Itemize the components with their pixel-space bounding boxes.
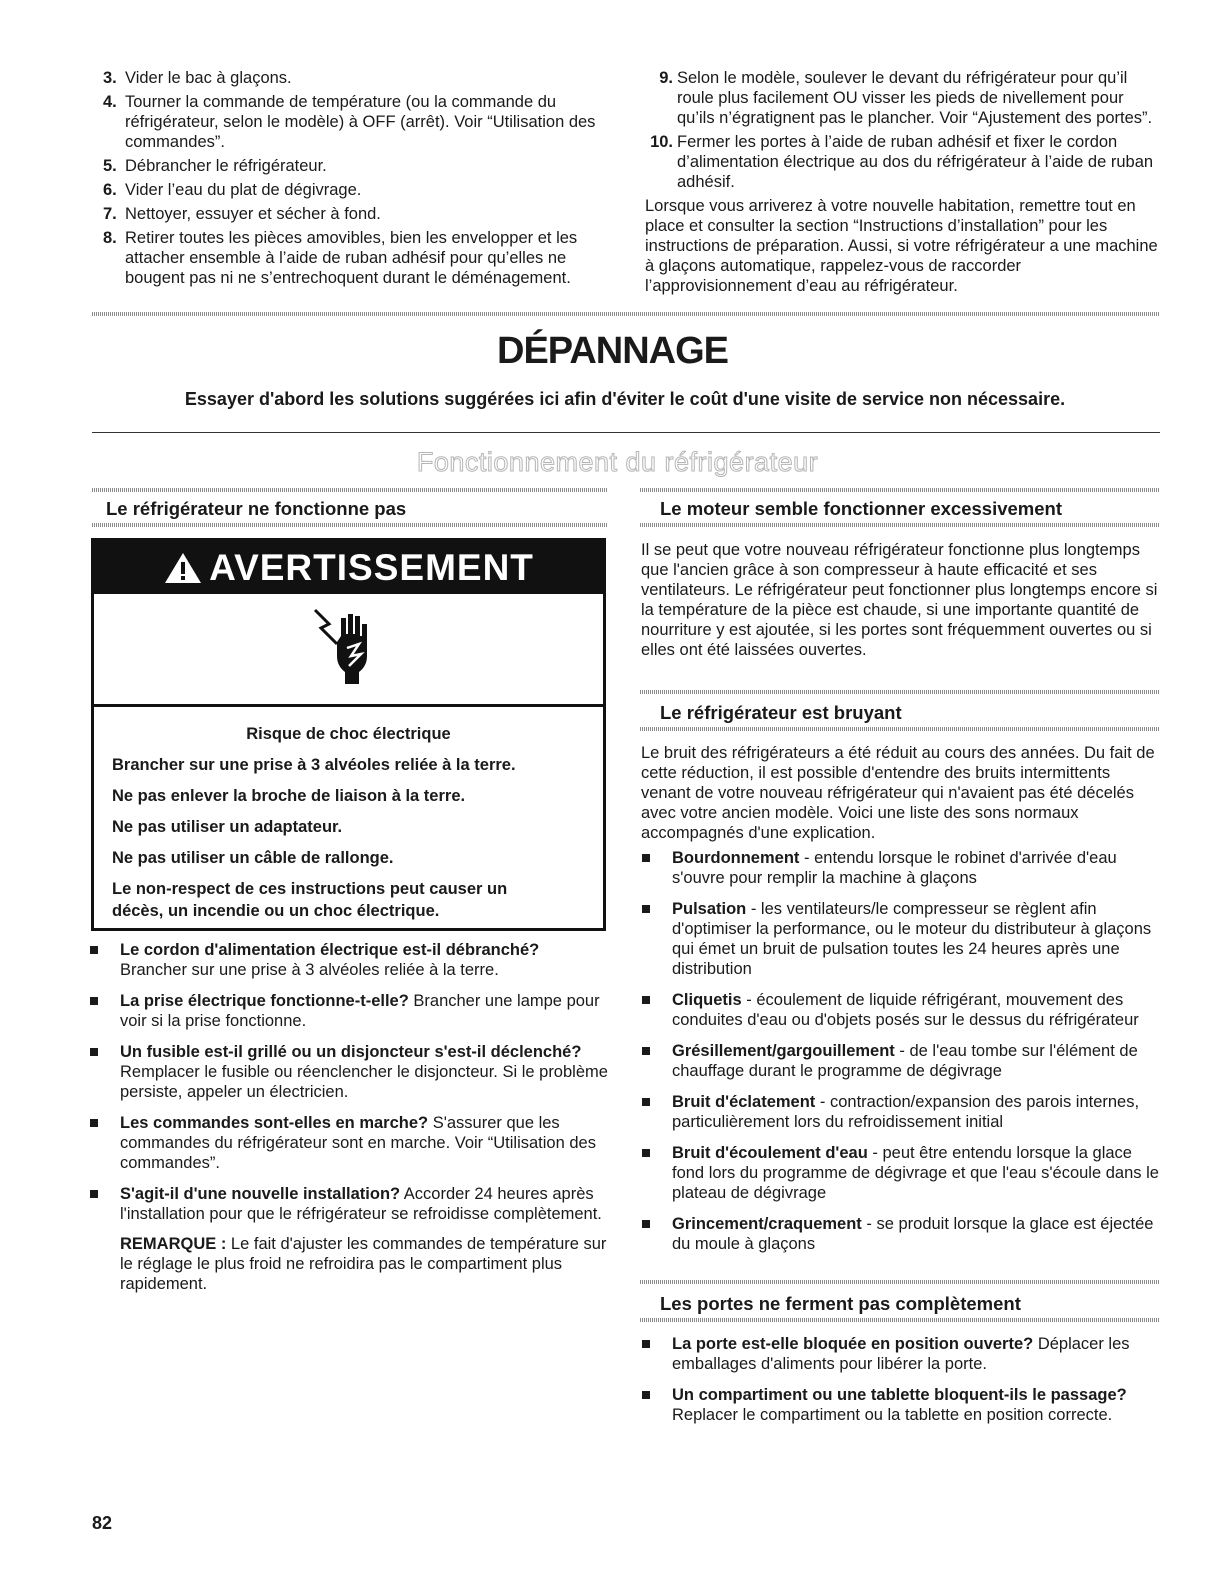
bullet-bold-text: Le cordon d'alimentation électrique est-il débranché? xyxy=(120,941,540,959)
bullet-text: Brancher une lampe pour voir si la prise fonctionne. xyxy=(120,992,600,1030)
warning-line: Ne pas utiliser un câble de rallonge. xyxy=(112,849,394,867)
bullet-text: Remplacer le fusible ou réenclencher le disjoncteur. Si le problème persiste, appeler un électricien. xyxy=(120,1063,608,1101)
bullet-bold-text: Cliquetis xyxy=(672,991,742,1009)
bullet-item xyxy=(640,1214,1160,1254)
bullet-item xyxy=(640,1092,1160,1132)
step-number: 4. xyxy=(103,93,117,111)
bullet-item xyxy=(640,899,1160,979)
step-item xyxy=(103,180,608,200)
motor-heading-rule-bottom xyxy=(640,523,1160,527)
bullet-bold-text: Un compartiment ou une tablette bloquent-ils le passage? xyxy=(672,1386,1127,1404)
doors-heading-rule-top xyxy=(640,1280,1160,1284)
motor-text: Il se peut que votre nouveau réfrigérateur fonctionne plus longtemps que l'ancien grâce à son compresseur à haute efficacité et ses ventilateurs. Le réfrigérateur peut fonctionner plus longtemps encore si la température de la pièce est chaude, si une importante quantité de nourriture y est ajoutée, si les portes sont fréquemment ouvertes ou si elles ont été laissées ouvertes. xyxy=(641,541,1158,659)
step-item xyxy=(103,92,608,152)
bullet-item xyxy=(88,991,608,1031)
step-item xyxy=(103,204,608,224)
warning-triangle-icon xyxy=(163,551,203,585)
step-text: Vider l’eau du plat de dégivrage. xyxy=(125,181,362,199)
noise-heading: Le réfrigérateur est bruyant xyxy=(660,702,902,723)
doors-heading-rule-bottom xyxy=(640,1318,1160,1322)
warning-line: Brancher sur une prise à 3 alvéoles reliée à la terre. xyxy=(112,756,516,774)
warning-line: Le non-respect de ces instructions peut causer un décès, un incendie ou un choc électrique. xyxy=(112,880,508,920)
bullet-bold-text: Un fusible est-il grillé ou un disjoncteur s'est-il déclenché? xyxy=(120,1043,582,1061)
bullet-square-icon xyxy=(642,1047,650,1055)
doors-list xyxy=(640,1334,1160,1436)
step-number: 10. xyxy=(650,133,673,151)
bullet-item xyxy=(640,990,1160,1030)
bullet-text: - entendu lorsque le robinet d'arrivée d'eau s'ouvre pour remplir la machine à glaçons xyxy=(672,849,1117,887)
noise-heading-rule-top xyxy=(640,690,1160,694)
bullet-square-icon xyxy=(642,996,650,1004)
motor-heading: Le moteur semble fonctionner excessivement xyxy=(660,498,1062,519)
step-text: Débrancher le réfrigérateur. xyxy=(125,157,327,175)
warning-risk: Risque de choc électrique xyxy=(246,725,451,743)
page-number: 82 xyxy=(92,1513,113,1533)
bullet-text: - de l'eau tombe sur l'élément de chauffage durant le programme de dégivrage xyxy=(672,1042,1138,1080)
bullet-square-icon xyxy=(642,1391,650,1399)
step-text: Retirer toutes les pièces amovibles, bien les envelopper et les attacher ensemble à l’aide de ruban adhésif pour qu’elles ne bougent pas ni ne s’entrechoquent durant le déménagement. xyxy=(125,229,578,287)
doors-heading: Les portes ne ferment pas complètement xyxy=(660,1293,1021,1314)
page-title: DÉPANNAGE xyxy=(497,330,728,372)
electric-shock-hazard-icon xyxy=(307,604,387,694)
bullet-square-icon xyxy=(90,1048,98,1056)
left-heading: Le réfrigérateur ne fonctionne pas xyxy=(106,498,407,519)
step-text: Tourner la commande de température (ou la commande du réfrigérateur, selon le modèle) à OFF (arrêt). Voir “Utilisation des commandes”. xyxy=(125,93,596,151)
left-checklist xyxy=(88,940,608,1294)
step-text: Vider le bac à glaçons. xyxy=(125,69,292,87)
bullet-bold-text: Bourdonnement xyxy=(672,849,800,867)
intro-text: Essayer d'abord les solutions suggérées ici afin d'éviter le coût d'une visite de service non nécessaire. xyxy=(184,389,1066,409)
bullet-bold-text: S'agit-il d'une nouvelle installation? xyxy=(120,1185,401,1203)
section-heading: Fonctionnement du réfrigérateur xyxy=(416,447,819,477)
bullet-bold-text: Grésillement/gargouillement xyxy=(672,1042,895,1060)
left-heading-rule-top xyxy=(92,488,607,492)
bullet-bold-text: Grincement/craquement xyxy=(672,1215,862,1233)
bullet-item xyxy=(88,1184,608,1224)
warning-line: Ne pas enlever la broche de liaison à la terre. xyxy=(112,787,466,805)
title-rule xyxy=(92,432,1160,433)
step-item xyxy=(645,68,1160,128)
step-number: 7. xyxy=(103,205,117,223)
bullet-bold-text: La prise électrique fonctionne-t-elle? xyxy=(120,992,409,1010)
step-number: 5. xyxy=(103,157,117,175)
noise-list xyxy=(640,848,1160,1265)
bullet-square-icon xyxy=(642,1149,650,1157)
moving-steps-right xyxy=(645,68,1160,296)
bullet-bold-text: Bruit d'écoulement d'eau xyxy=(672,1144,868,1162)
bullet-text: Brancher sur une prise à 3 alvéoles reliée à la terre. xyxy=(120,961,499,979)
moving-steps-left xyxy=(103,68,608,292)
warning-banner xyxy=(94,541,603,594)
bullet-square-icon xyxy=(642,1098,650,1106)
bullet-text: - écoulement de liquide réfrigérant, mouvement des conduites d'eau ou d'objets posés sur le dessus du réfrigérateur xyxy=(672,991,1139,1029)
warning-box xyxy=(91,538,606,931)
bullet-text: - se produit lorsque la glace est éjectée du moule à glaçons xyxy=(672,1215,1154,1253)
step-text: Selon le modèle, soulever le devant du réfrigérateur pour qu’il roule plus facilement OU visser les pieds de nivellement pour qu’ils n’égratignent pas le plancher. Voir “Ajustement des portes”. xyxy=(677,69,1153,127)
bullet-item xyxy=(88,940,608,980)
step-number: 8. xyxy=(103,229,117,247)
bullet-text: - les ventilateurs/le compresseur se règlent afin d'optimiser la performance, ou le moteur du distributeur à glaçons qui émet un bruit de pulsation toutes les 24 heures après une distribution xyxy=(672,900,1152,978)
bullet-square-icon xyxy=(90,1190,98,1198)
noise-text: Le bruit des réfrigérateurs a été réduit au cours des années. Du fait de cette réduction, il est possible d'entendre des bruits intermittents venant de votre nouveau réfrigérateur qui n'avaient pas été décelés avec votre ancien modèle. Voici une liste des sons normaux accompagnés d'une explication. xyxy=(641,744,1155,842)
bullet-text: S'assurer que les commandes du réfrigérateur sont en marche. Voir “Utilisation des commandes”. xyxy=(120,1114,596,1172)
bullet-square-icon xyxy=(642,1340,650,1348)
step-number: 6. xyxy=(103,181,117,199)
bullet-item xyxy=(640,1334,1160,1374)
step-item xyxy=(103,68,608,88)
bullet-bold-text: Pulsation xyxy=(672,900,747,918)
bullet-square-icon xyxy=(90,997,98,1005)
step-text: Nettoyer, essuyer et sécher à fond. xyxy=(125,205,381,223)
bullet-item xyxy=(88,1042,608,1102)
bullet-text: Déplacer les emballages d'aliments pour libérer la porte. xyxy=(672,1335,1130,1373)
top-divider xyxy=(92,312,1160,316)
step-number: 9. xyxy=(659,69,673,87)
step-number: 3. xyxy=(103,69,117,87)
bullet-square-icon xyxy=(642,854,650,862)
warning-banner-label: AVERTISSEMENT xyxy=(209,546,534,588)
step-item xyxy=(645,132,1160,192)
moving-closing-paragraph: Lorsque vous arriverez à votre nouvelle habitation, remettre tout en place et consulter la section “Instructions d’installation” pour les instructions de préparation. Aussi, si votre réfrigérateur a une machine à glaçons automatique, rappelez-vous de raccorder l’approvisionnement d’eau au réfrigérateur. xyxy=(645,197,1158,295)
bullet-item xyxy=(640,1143,1160,1203)
bullet-square-icon xyxy=(90,1119,98,1127)
bullet-item xyxy=(640,1385,1160,1425)
step-item xyxy=(103,156,608,176)
bullet-item xyxy=(640,1041,1160,1081)
bullet-bold-text: Bruit d'éclatement xyxy=(672,1093,816,1111)
step-text: Fermer les portes à l’aide de ruban adhésif et fixer le cordon d’alimentation électrique au dos du réfrigérateur à l’aide de ruban adhésif. xyxy=(677,133,1154,191)
note-text: Le fait d'ajuster les commandes de température sur le réglage le plus froid ne refroidira pas le compartiment plus rapidement. xyxy=(120,1235,607,1293)
bullet-square-icon xyxy=(90,946,98,954)
bullet-item xyxy=(88,1113,608,1173)
motor-heading-rule-top xyxy=(640,488,1160,492)
bullet-text: Accorder 24 heures après l'installation pour que le réfrigérateur se refroidisse complètement. xyxy=(120,1185,602,1223)
bullet-text: - contraction/expansion des parois internes, particulièrement lors du refroidissement initial xyxy=(672,1093,1140,1131)
warning-line: Ne pas utiliser un adaptateur. xyxy=(112,818,343,836)
bullet-text: - peut être entendu lorsque la glace fond lors du programme de dégivrage et que l'eau s'écoule dans le plateau de dégivrage xyxy=(672,1144,1159,1202)
bullet-item xyxy=(640,848,1160,888)
bullet-bold-text: Les commandes sont-elles en marche? xyxy=(120,1114,429,1132)
bullet-bold-text: La porte est-elle bloquée en position ouverte? xyxy=(672,1335,1034,1353)
noise-heading-rule-bottom xyxy=(640,727,1160,731)
note-label: REMARQUE : xyxy=(120,1235,227,1253)
warning-icon-area xyxy=(94,594,603,707)
bullet-square-icon xyxy=(642,1220,650,1228)
left-note xyxy=(88,1234,608,1294)
bullet-text: Replacer le compartiment ou la tablette en position correcte. xyxy=(672,1406,1113,1424)
step-item xyxy=(103,228,608,288)
bullet-square-icon xyxy=(642,905,650,913)
left-heading-rule-bottom xyxy=(92,523,607,527)
